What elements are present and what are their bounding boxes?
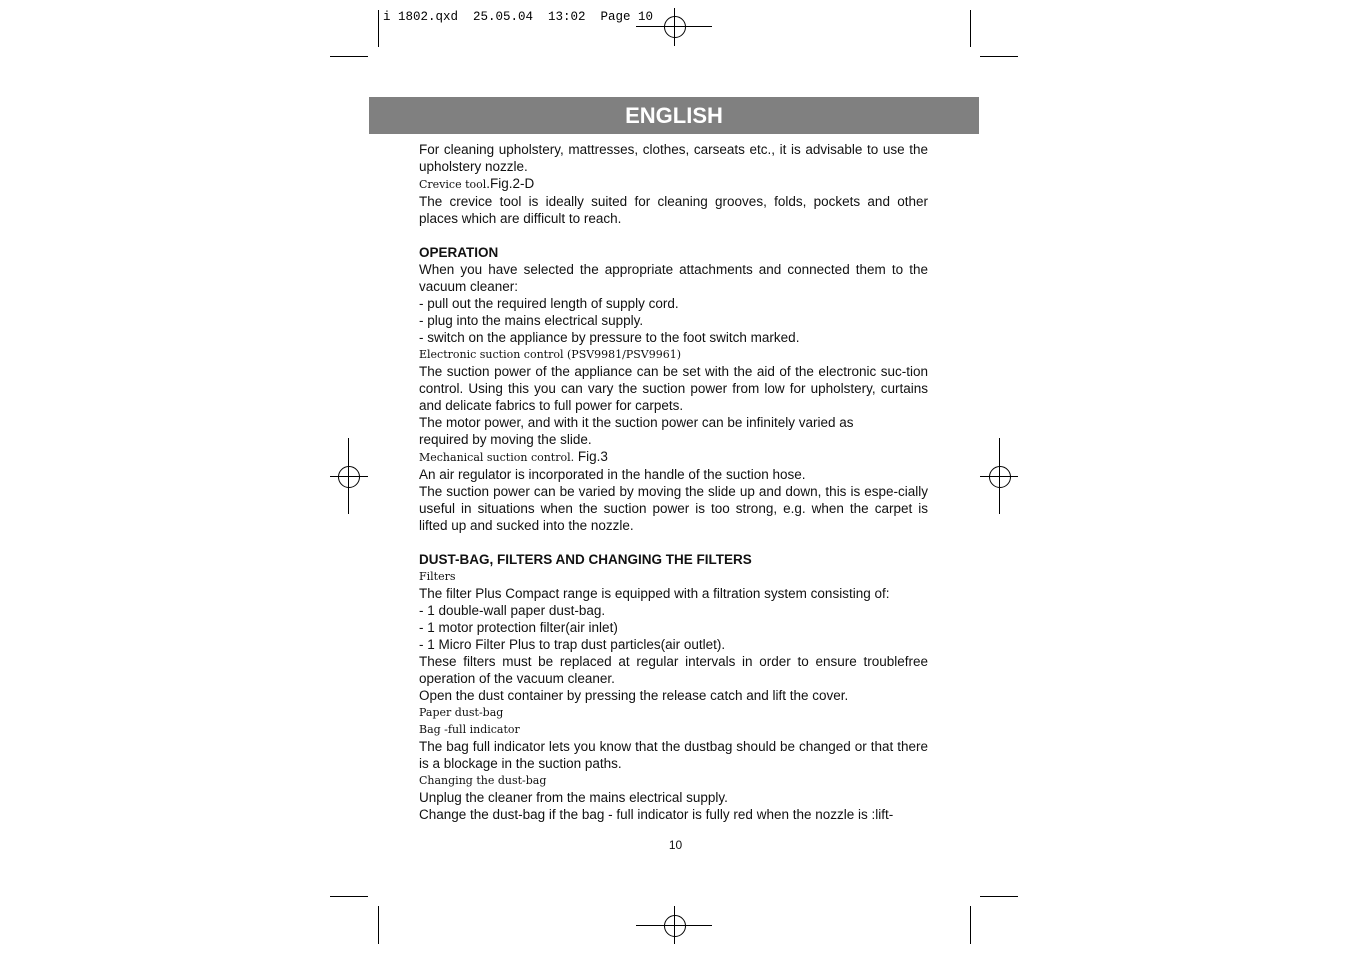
paragraph: The bag full indicator lets you know that the dustbag should be changed or that there is a blockage in the suction paths. <box>419 739 928 771</box>
subheading-changing: Changing the dust-bag <box>419 774 547 787</box>
list-item: - 1 Micro Filter Plus to trap dust particles(air outlet). <box>419 637 726 652</box>
crop-mark <box>330 896 368 897</box>
crop-mark <box>980 56 1018 57</box>
paragraph: Unplug the cleaner from the mains electrical supply. <box>419 790 728 805</box>
subheading-filters: Filters <box>419 570 456 583</box>
paragraph: These filters must be replaced at regular intervals in order to ensure troublefree operation of the vacuum cleaner. <box>419 654 928 686</box>
subheading-electronic: Electronic suction control (PSV9981/PSV9961) <box>419 348 682 361</box>
paragraph: The suction power can be varied by moving the slide up and down, this is espe-cially useful in situations when the suction power is too strong, e.g. when the carpet is lifted up and sucked into the nozzle. <box>419 484 928 533</box>
crop-mark <box>378 906 379 944</box>
list-item: - pull out the required length of supply cord. <box>419 296 679 311</box>
paragraph: An air regulator is incorporated in the handle of the suction hose. <box>419 467 806 482</box>
crop-mark <box>330 56 368 57</box>
subheading-paper-dustbag: Paper dust-bag <box>419 706 504 719</box>
paragraph: The filter Plus Compact range is equipped with a filtration system consisting of: <box>419 586 890 601</box>
section-heading-operation: OPERATION <box>419 245 499 260</box>
crop-mark <box>970 906 971 944</box>
paragraph: Change the dust-bag if the bag - full indicator is fully red when the nozzle is :lift- <box>419 807 894 822</box>
paragraph: required by moving the slide. <box>419 432 592 447</box>
list-item: - plug into the mains electrical supply. <box>419 313 644 328</box>
subheading-crevice: Crevice tool.Fig.2-D <box>419 176 535 191</box>
page-number: 10 <box>668 838 683 852</box>
subheading-bag-full: Bag -full indicator <box>419 723 520 736</box>
subheading-mechanical: Mechanical suction control. Fig.3 <box>419 449 608 464</box>
section-heading-dustbag: DUST-BAG, FILTERS AND CHANGING THE FILTERS <box>419 552 752 567</box>
paragraph: The suction power of the appliance can be set with the aid of the electronic suc-tion control. Using this you can vary the suction power from low for upholstery, curtains and delicate fabrics to full power for carpets. <box>419 364 928 413</box>
list-item: - 1 motor protection filter(air inlet) <box>419 620 618 635</box>
paragraph: The motor power, and with it the suction power can be infinitely varied as <box>419 415 854 430</box>
paragraph: The crevice tool is ideally suited for cleaning grooves, folds, pockets and other places which are difficult to reach. <box>419 194 928 226</box>
paragraph: For cleaning upholstery, mattresses, clothes, carseats etc., it is advisable to use the upholstery nozzle. <box>419 142 928 174</box>
paragraph: When you have selected the appropriate attachments and connected them to the vacuum cleaner: <box>419 262 928 294</box>
language-banner: ENGLISH <box>369 97 979 134</box>
print-slug: i 1802.qxd 25.05.04 13:02 Page 10 <box>383 10 654 24</box>
crop-mark <box>980 896 1018 897</box>
manual-content <box>419 141 928 823</box>
list-item: - switch on the appliance by pressure to the foot switch marked. <box>419 330 800 345</box>
crop-mark <box>378 10 379 47</box>
paragraph: Open the dust container by pressing the release catch and lift the cover. <box>419 688 849 703</box>
list-item: - 1 double-wall paper dust-bag. <box>419 603 606 618</box>
crop-mark <box>970 10 971 47</box>
